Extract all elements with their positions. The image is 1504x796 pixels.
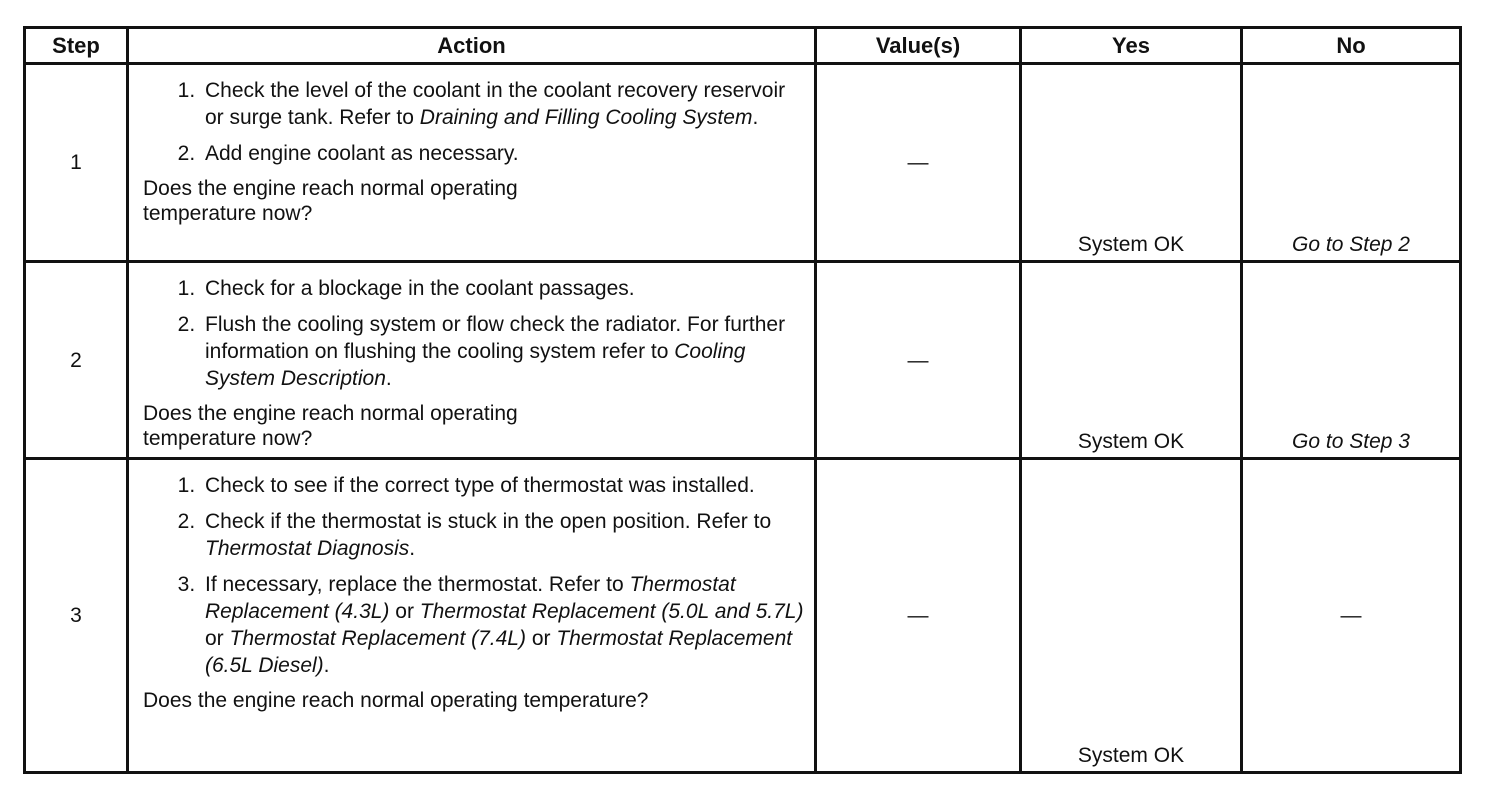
header-no: No	[1242, 28, 1461, 64]
reference-link: Cooling System Description	[205, 340, 746, 390]
table-row	[25, 262, 1461, 459]
header-yes: Yes	[1021, 28, 1242, 64]
value-cell: —	[816, 459, 1021, 773]
table-row	[25, 64, 1461, 262]
reference-link: Thermostat Diagnosis	[205, 537, 410, 560]
question-text: Does the engine reach normal operating temperature now?	[143, 177, 518, 225]
step-number: 3	[25, 459, 128, 773]
list-item: 1. Check for a blockage in the coolant passages.	[201, 275, 804, 302]
header-action: Action	[128, 28, 816, 64]
reference-link: Draining and Filling Cooling System	[419, 106, 753, 129]
action-list	[143, 77, 804, 167]
reference-link: Thermostat Replacement (7.4L)	[229, 627, 526, 650]
list-item: 1. Check the level of the coolant in the coolant recovery reservoir or surge tank. Refer to Draining and Filling Cooling System.	[201, 77, 804, 131]
reference-link: Thermostat Replacement (6.5L Diesel)	[205, 627, 793, 677]
step-number: 1	[25, 64, 128, 262]
diagnostic-table	[23, 26, 1462, 774]
header-values: Value(s)	[816, 28, 1021, 64]
question-text: Does the engine reach normal operating temperature?	[143, 689, 649, 712]
list-item: 2. Check if the thermostat is stuck in the open position. Refer to Thermostat Diagnosis.	[201, 508, 804, 562]
header-row	[25, 28, 1461, 64]
value-cell: —	[816, 262, 1021, 459]
no-cell: Go to Step 3	[1242, 262, 1461, 459]
step-number: 2	[25, 262, 128, 459]
reference-link: Thermostat Replacement (4.3L)	[205, 573, 736, 623]
table-row	[25, 459, 1461, 773]
action-list	[143, 472, 804, 679]
action-cell	[128, 459, 816, 773]
yes-cell: System OK	[1021, 64, 1242, 262]
no-cell: Go to Step 2	[1242, 64, 1461, 262]
action-cell	[128, 262, 816, 459]
value-cell: —	[816, 64, 1021, 262]
list-item: 3. If necessary, replace the thermostat. Refer to Thermostat Replacement (4.3L) or Thermostat Replacement (5.0L and 5.7L) or Thermostat Replacement (7.4L) or Thermostat Replacement (6.5L Diesel).	[201, 571, 804, 679]
list-item: 2. Add engine coolant as necessary.	[201, 140, 804, 167]
list-item: 2. Flush the cooling system or flow check the radiator. For further information on flushing the cooling system refer to Cooling System Description.	[201, 311, 804, 392]
action-list	[143, 275, 804, 392]
yes-cell: System OK	[1021, 262, 1242, 459]
list-item: 1. Check to see if the correct type of thermostat was installed.	[201, 472, 804, 499]
question-text: Does the engine reach normal operating temperature now?	[143, 402, 518, 450]
no-cell: —	[1242, 459, 1461, 773]
header-step: Step	[25, 28, 128, 64]
action-cell	[128, 64, 816, 262]
yes-cell: System OK	[1021, 459, 1242, 773]
reference-link: Thermostat Replacement (5.0L and 5.7L)	[419, 600, 804, 623]
